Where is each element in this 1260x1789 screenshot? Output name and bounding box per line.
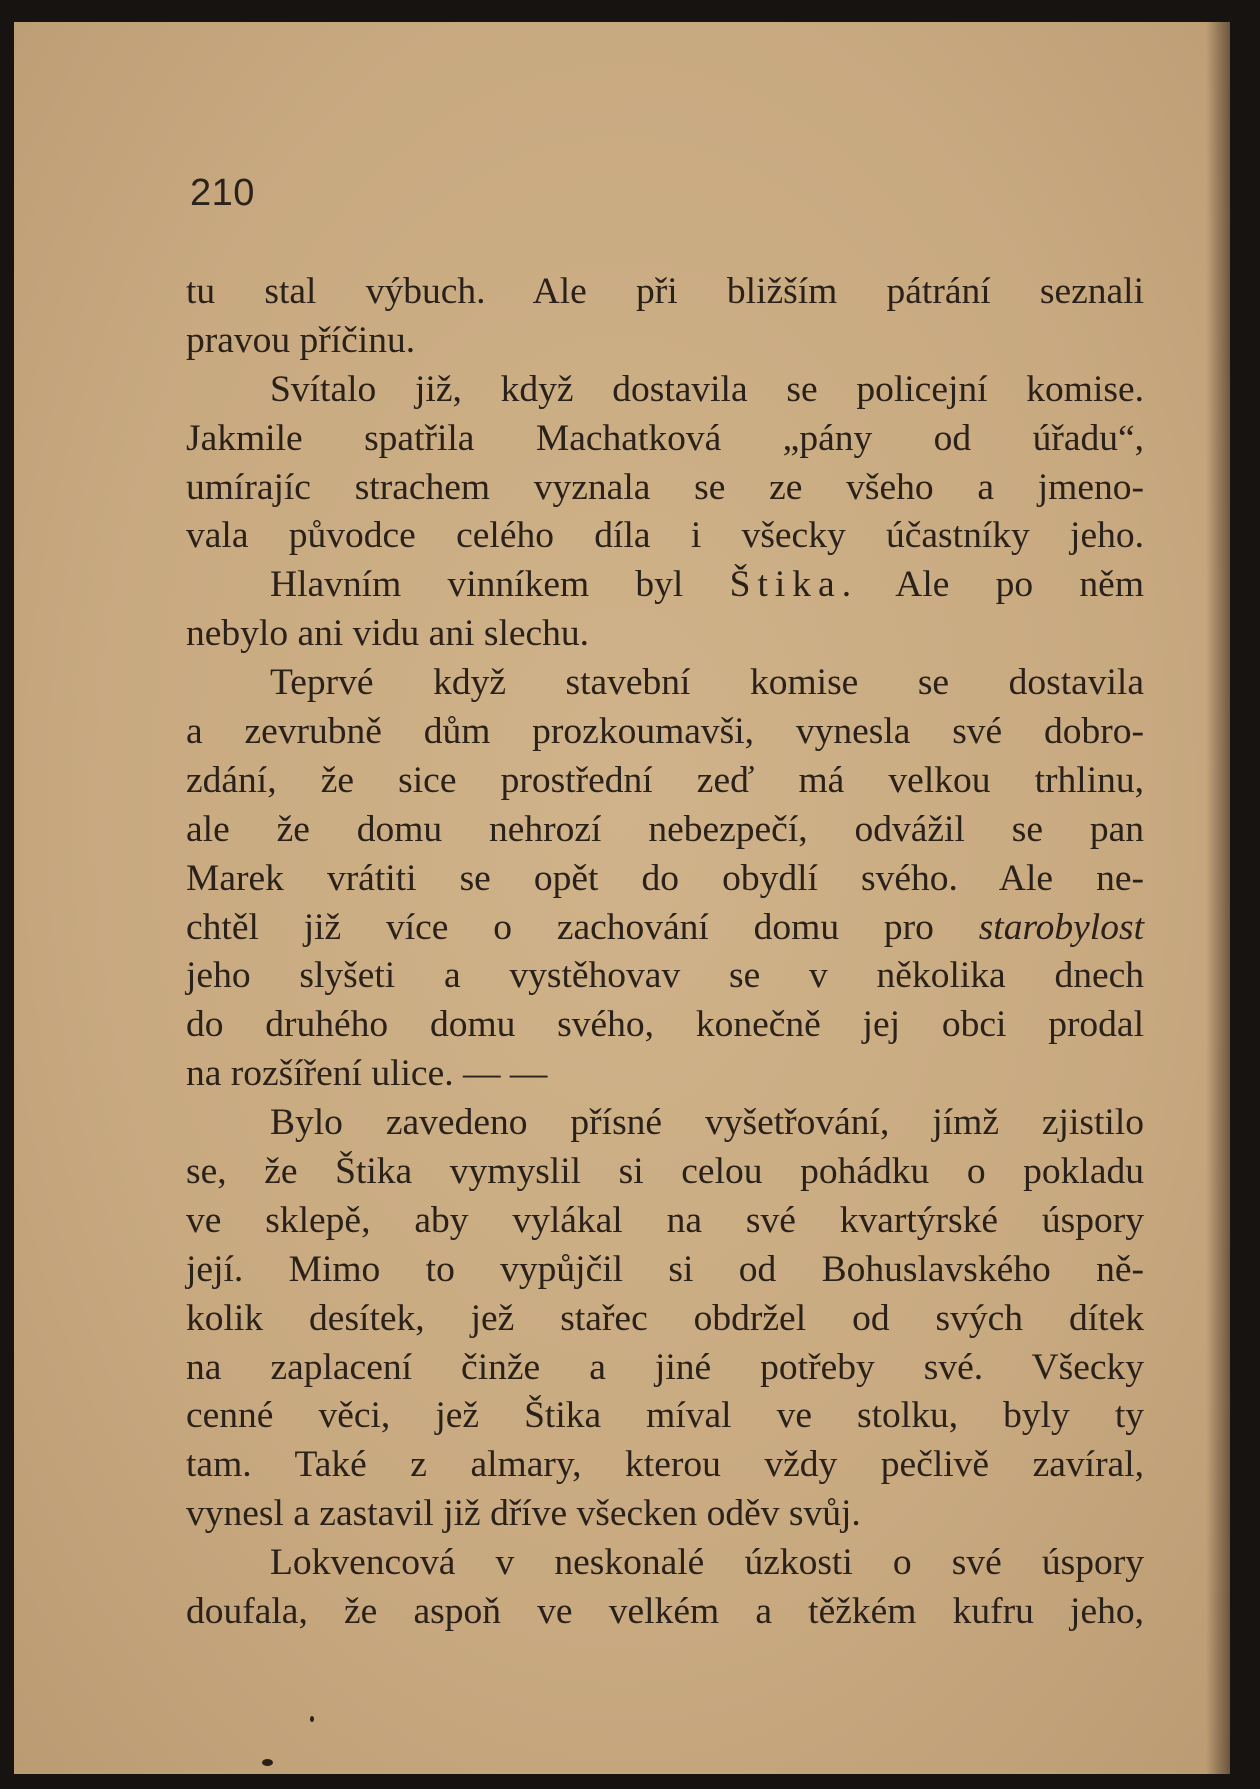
text-line: tu stal výbuch. Ale při bližším pátrání seznali	[186, 271, 1144, 312]
text-line: ale že domu nehrozí nebezpečí, odvážil se pan	[186, 808, 1144, 850]
text-line: doufala, že aspoň ve velkém a těžkém kufru jeho,	[186, 1591, 1144, 1633]
text-line: pravou příčinu.	[186, 319, 416, 361]
text-line: Jakmile spatřila Machatková „pány od úřadu“,	[186, 417, 1144, 459]
text-line: na zaplacení činže a jiné potřeby své. Všecky	[186, 1346, 1144, 1388]
text-line: zdání, že sice prostřední zeď má velkou trhlinu,	[186, 759, 1144, 801]
text-line: Lokvencová v neskonalé úzkosti o své úspory	[270, 1542, 1144, 1584]
text-line: jeho slyšeti a vystěhovav se v několika dnech	[186, 955, 1144, 997]
text-line: a zevrubně dům prozkoumavši, vynesla své dobro-	[186, 711, 1144, 753]
text-line: tam. Také z almary, kterou vždy pečlivě zavíral,	[186, 1444, 1144, 1486]
body-text	[186, 268, 1144, 1637]
text-line: do druhého domu svého, konečně jej obci prodal	[186, 1004, 1144, 1046]
ink-speck	[310, 1716, 314, 1722]
text-line: Teprvé když stavební komise se dostavila	[270, 662, 1144, 704]
text-line: umírajíc strachem vyznala se ze všeho a jmeno-	[186, 466, 1144, 508]
text-line: kolik desítek, jež stařec obdržel od svých dítek	[186, 1297, 1144, 1339]
text-segment: . Ale po něm	[841, 564, 1144, 606]
text-line: nebylo ani vidu ani slechu.	[186, 613, 590, 655]
book-page	[14, 22, 1230, 1774]
text-line: na rozšíření ulice. — —	[186, 1053, 548, 1095]
text-line: cenné věci, jež Štika míval ve stolku, byly ty	[186, 1395, 1144, 1437]
emphasized-name: Štika	[729, 564, 842, 606]
text-line: vala původce celého díla i všecky účastníky jeho.	[186, 515, 1144, 557]
page-number: 210	[190, 172, 255, 214]
text-line: se, že Štika vymyslil si celou pohádku o pokladu	[186, 1151, 1144, 1193]
text-line	[186, 561, 1144, 610]
text-line: vynesl a zastavil již dříve všecken oděv svůj.	[186, 1493, 861, 1535]
ink-speck	[262, 1759, 273, 1766]
text-segment: Hlavním vinníkem byl	[270, 564, 730, 606]
text-line	[186, 904, 1144, 953]
italic-word: starobylost	[978, 906, 1144, 948]
text-line: Bylo zavedeno přísné vyšetřování, jímž zjistilo	[270, 1102, 1144, 1144]
text-line: ve sklepě, aby vylákal na své kvartýrské úspory	[186, 1199, 1144, 1241]
text-segment: chtěl již více o zachování domu pro	[186, 906, 979, 948]
text-line: Marek vrátiti se opět do obydlí svého. Ale ne-	[186, 857, 1144, 899]
text-line: Svítalo již, když dostavila se policejní komise.	[270, 368, 1144, 410]
text-line: její. Mimo to vypůjčil si od Bohuslavského ně-	[186, 1248, 1144, 1290]
